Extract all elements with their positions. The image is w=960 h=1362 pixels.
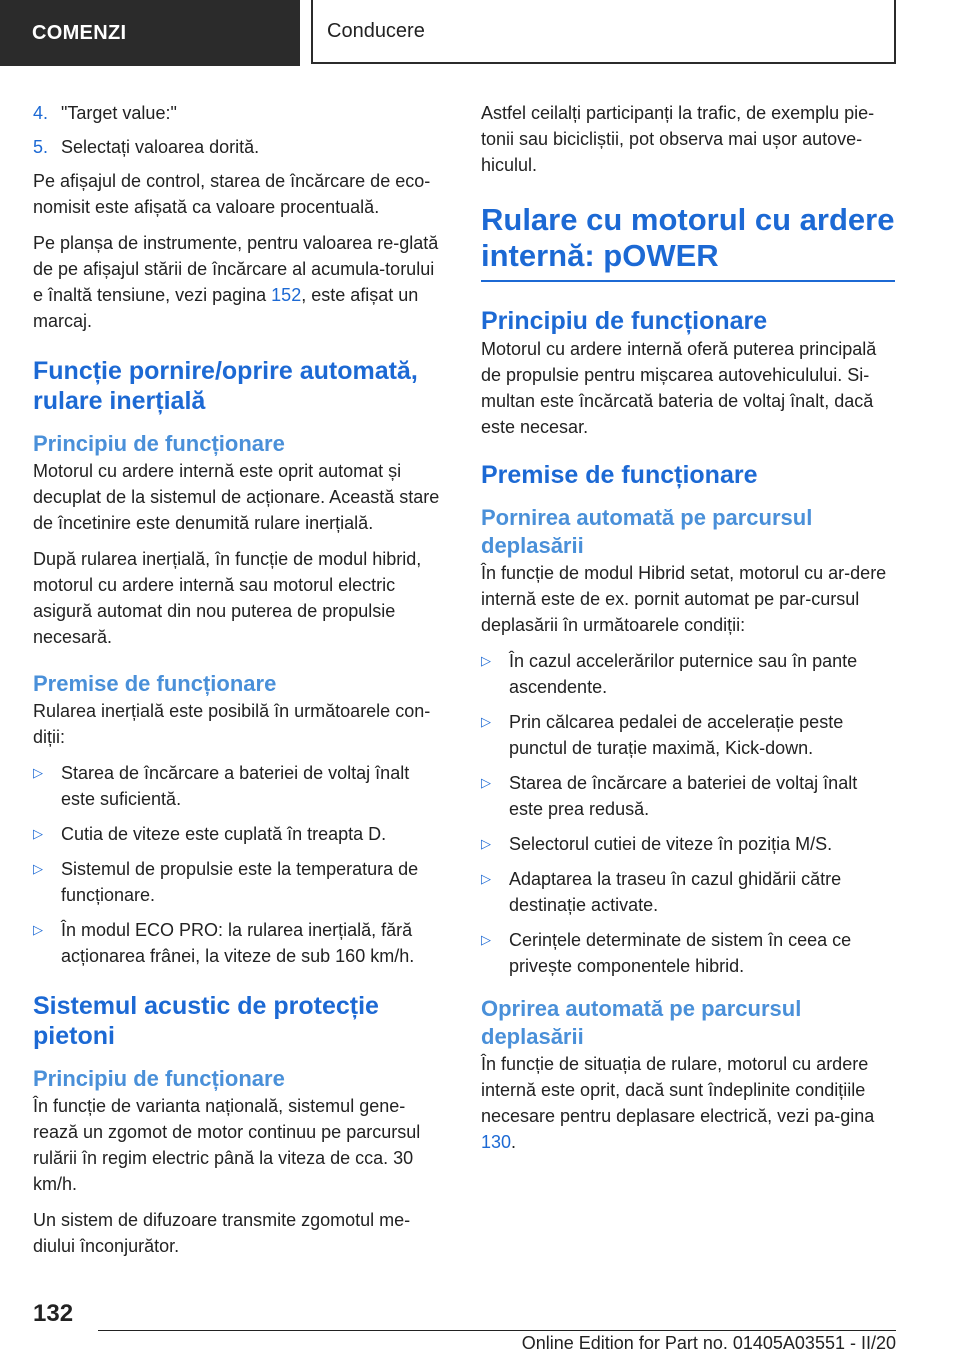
list-item: ▷ Cerințele determinate de sistem în ceea ce privește componentele hibrid.: [481, 927, 895, 979]
triangle-bullet-icon: ▷: [481, 653, 491, 668]
paragraph: Motorul cu ardere internă oferă puterea principală de propulsie pentru mișcarea autovehiculului. Si-multan este încărcată bateria de voltaj înalt, dacă este necesar.: [481, 339, 877, 437]
section-label: COMENZI: [32, 21, 127, 44]
section-heading: Principiu de funcționare: [481, 307, 768, 335]
triangle-bullet-icon: ▷: [481, 871, 491, 886]
paragraph: În funcție de situația de rulare, motorul cu ardere internă este oprit, dacă sunt îndeplinite condițiile necesare pentru deplasare electrică, vezi pa-gina 130.: [481, 1054, 875, 1152]
list-item: ▷ Prin călcarea pedalei de accelerație peste punctul de turație maximă, Kick-down.: [481, 709, 895, 761]
paragraph: Motorul cu ardere internă este oprit automat și decuplat de la sistemul de acționare. Această stare de încetinire este denumită rulare inerțială.: [33, 461, 440, 533]
sub-heading: Principiu de funcționare: [33, 1066, 285, 1091]
triangle-bullet-icon: ▷: [481, 836, 491, 851]
sub-heading: Pornirea automată pe parcursul deplasării: [481, 505, 813, 558]
list-item: ▷ Starea de încărcare a bateriei de voltaj înalt este suficientă.: [33, 760, 447, 812]
edition-note: Online Edition for Part no. 01405A03551 - II/20: [521, 1333, 896, 1353]
step-item: 4. "Target value:": [33, 103, 177, 123]
list-item: ▷ În cazul accelerărilor puternice sau în pante ascendente.: [481, 648, 895, 700]
triangle-bullet-icon: ▷: [33, 765, 43, 780]
list-item: ▷ Cutia de viteze este cuplată în treapta D.: [33, 821, 447, 847]
page-link[interactable]: 130: [481, 1132, 512, 1152]
list-item: ▷ Sistemul de propulsie este la temperatura de funcționare.: [33, 856, 447, 908]
triangle-bullet-icon: ▷: [33, 826, 43, 841]
left-column: [33, 100, 447, 1269]
paragraph: Pe planșa de instrumente, pentru valoarea re-glată de pe afișajul stării de încărcare al acumula-torului e înaltă tensiune, vezi pagina 152, este afișat un marcaj.: [33, 233, 439, 331]
sub-heading: Premise de funcționare: [33, 671, 277, 696]
page-link[interactable]: 152: [271, 285, 302, 305]
paragraph: Un sistem de difuzoare transmite zgomotul me-diului înconjurător.: [33, 1210, 411, 1256]
paragraph: În funcție de modul Hibrid setat, motorul cu ar-dere internă este de ex. pornit automat pe par-cursul deplasării în următoarele condiții:: [481, 563, 887, 635]
section-heading: Funcție pornire/oprire automată, rulare inerțială: [33, 357, 418, 415]
triangle-bullet-icon: ▷: [481, 714, 491, 729]
paragraph: Astfel ceilalți participanți la trafic, de exemplu pie-tonii sau bicicliștii, pot observa mai ușor autove-hiculul.: [481, 103, 875, 175]
list-item: ▷ Starea de încărcare a bateriei de voltaj înalt este prea redusă.: [481, 770, 895, 822]
list-item: ▷ Selectorul cutiei de viteze în poziția M/S.: [481, 831, 895, 857]
triangle-bullet-icon: ▷: [33, 861, 43, 876]
triangle-bullet-icon: ▷: [481, 932, 491, 947]
triangle-bullet-icon: ▷: [33, 922, 43, 937]
paragraph: În funcție de varianta națională, sistemul gene-rează un zgomot de motor continuu pe parcursul rulării în regim electric până la viteza de cca. 30 km/h.: [33, 1096, 421, 1194]
chapter-label: Conducere: [327, 19, 425, 42]
page-number: 132: [33, 1300, 74, 1327]
sub-heading: Principiu de funcționare: [33, 431, 285, 456]
section-tab: [0, 0, 300, 66]
paragraph: Rularea inerțială este posibilă în următoarele con-diții:: [33, 701, 431, 747]
chapter-heading: Rulare cu motorul cu ardere internă: pOWER: [481, 202, 895, 282]
list-item: ▷ Adaptarea la traseu în cazul ghidării către destinație activate.: [481, 866, 895, 918]
section-heading: Sistemul acustic de protecție pietoni: [33, 992, 379, 1050]
section-heading: Premise de funcționare: [481, 461, 758, 489]
sub-heading: Oprirea automată pe parcursul deplasării: [481, 996, 802, 1049]
paragraph: Pe afișajul de control, starea de încărcare de eco-nomisit este afișată ca valoare procentuală.: [33, 171, 431, 217]
paragraph: După rularea inerțială, în funcție de modul hibrid, motorul cu ardere internă sau motorul electric asigură automat din nou puterea de propulsie necesară.: [33, 549, 422, 647]
chapter-tab: [311, 0, 896, 64]
list-item: ▷ În modul ECO PRO: la rularea inerțială, fără acționarea frânei, la viteze de sub 160 km/h.: [33, 917, 447, 969]
triangle-bullet-icon: ▷: [481, 775, 491, 790]
step-item: 5. Selectați valoarea dorită.: [33, 137, 260, 157]
right-column: [481, 100, 895, 1165]
footer-divider: [98, 1330, 896, 1331]
